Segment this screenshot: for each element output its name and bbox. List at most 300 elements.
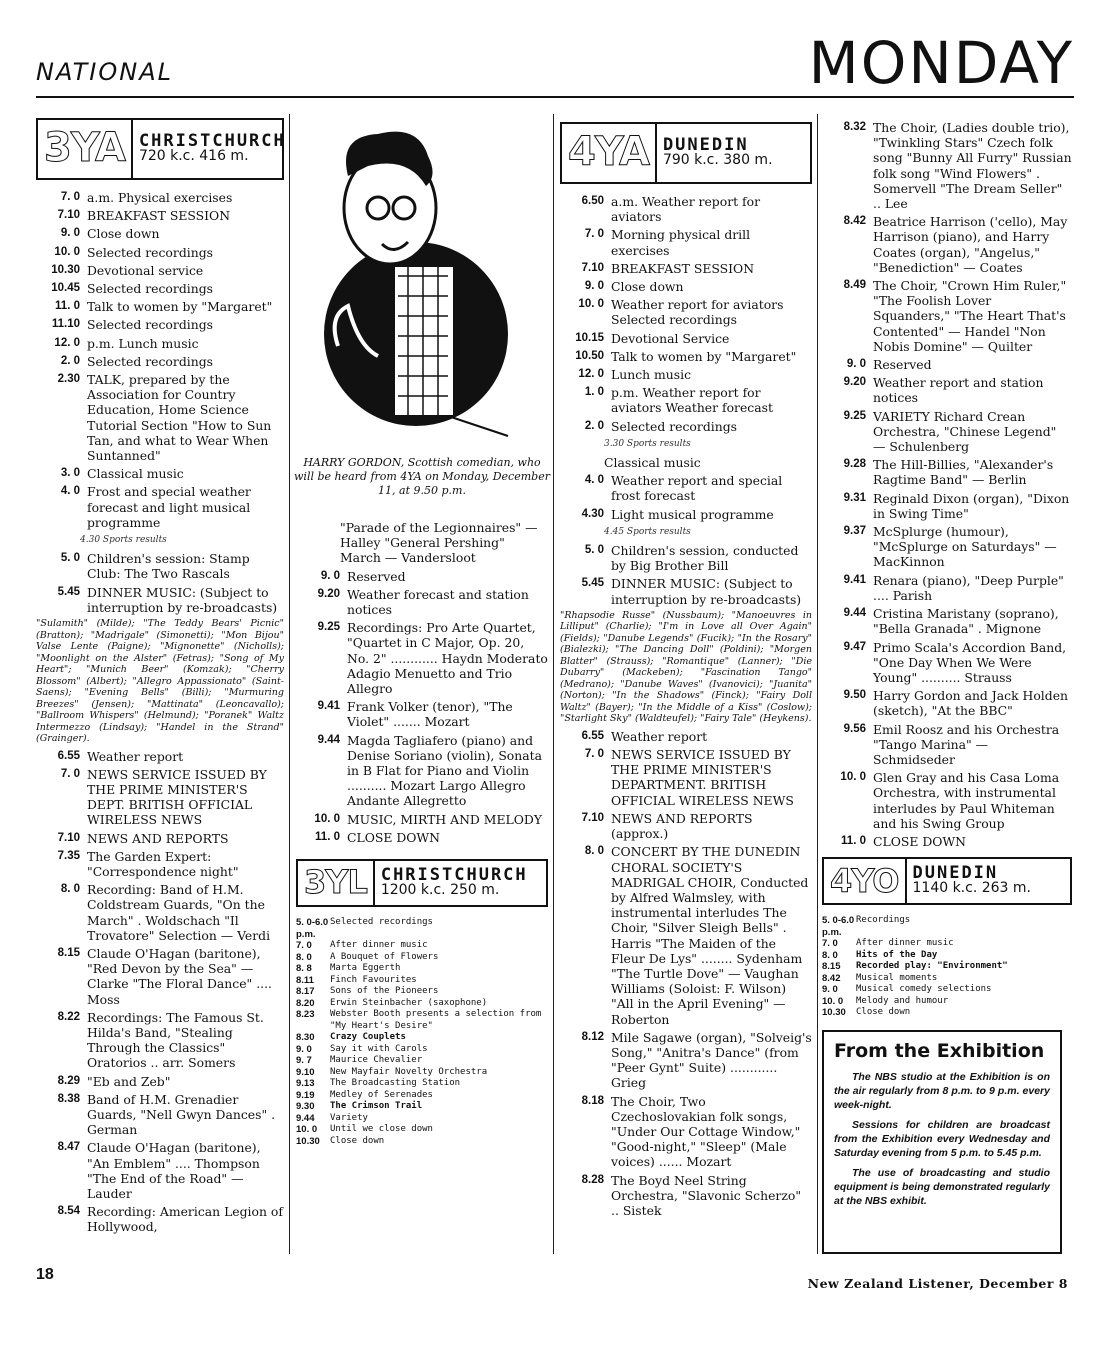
- program-time: 4.30: [581, 507, 604, 520]
- program-entry: [36, 354, 284, 369]
- program-title: Renara (piano), "Deep Purple" .... Parish: [873, 572, 1064, 603]
- program-entry: [822, 770, 1072, 831]
- program-entry: [822, 278, 1072, 354]
- 3yl-schedule: [296, 917, 548, 1147]
- program-entry: [560, 349, 812, 364]
- program-time: 8.18: [581, 1094, 604, 1107]
- program-time: 7. 0: [584, 748, 604, 761]
- station-city: DUNEDIN: [912, 862, 999, 883]
- schedule-title: Hits of the Day: [856, 949, 938, 960]
- program-title: "Eb and Zeb": [87, 1073, 171, 1089]
- program-time: 8. 0: [584, 845, 604, 858]
- program-time: 8.49: [843, 279, 866, 292]
- program-entry: [822, 524, 1072, 570]
- program-entry: [560, 1030, 812, 1091]
- publication-footer: New Zealand Listener, December 8: [807, 1276, 1068, 1291]
- program-time: 12. 0: [54, 336, 80, 349]
- program-time: 9.28: [843, 458, 866, 471]
- schedule-title: Finch Favourites: [330, 974, 417, 985]
- station-header-3ya: [36, 118, 284, 180]
- program-entry: [36, 281, 284, 296]
- program-time: 9.20: [317, 587, 340, 600]
- program-title: CLOSE DOWN: [347, 829, 441, 845]
- program-time: 9.56: [843, 722, 866, 735]
- program-title: BREAKFAST SESSION: [611, 260, 755, 276]
- schedule-time: 8. 0: [296, 951, 312, 963]
- program-entry: [36, 466, 284, 481]
- program-title: NEWS AND REPORTS (approx.): [611, 810, 753, 842]
- dinner-music-list: "Rhapsodie Russe" (Nussbaum); "Manoeuvres in Lilliput" (Charlie); "I'm in Love all Over Again" (Fields); "Danube Legends" (Fucik); "In the Rosary" (Bialezki); "The Dancing Doll" (Poldini); "Morgen Blatter" (Strauss); "Romantique" (Lanner); "Die Dubarry" (Mackeben); "Fascination Tango" (Medrano); "Danube Waves" (Ivanovici); "Juanita" (Norton); "In the Shadows" (Finck); "Fairy Doll Waltz" (Bayer); "In the Middle of a Kiss" (Coslow); "Starlight Sky" (Waldteufel); "Fairy Tale" (Heykens).: [560, 609, 812, 725]
- schedule-row: [822, 973, 1072, 985]
- program-time: 4. 0: [60, 485, 80, 498]
- program-time: 9.37: [843, 525, 866, 538]
- program-entry: [560, 576, 812, 606]
- dinner-music-list: "Sulamith" (Milde); "The Teddy Bears' Picnic" (Bratton); "Madrigale" (Simonetti); "Mon Bijou" Valse Lente (Paigne); "Mignonette" (Nicholls); "Moonlight on the Alster" (Fetras); "Song of My Heart"; "Munich Beer" (Komzak); "Cherry Blossom" (Albert); "Allegro Appassionato" (Saint-Saens); "Evening Bells" (Billi); "Murmuring Breezes" (Jensen); "Mattinata" (Leoncavallo); "Ballroom Whispers" (Helmund); "Poranek" Waltz Intermezzo (Lindsay); "Handel in the Strand" (Grainger).: [36, 618, 284, 745]
- schedule-row: [296, 952, 548, 964]
- schedule-title: Melody and humour: [856, 995, 949, 1006]
- station-frequency: 790 k.c. 380 m.: [662, 152, 773, 168]
- program-time: 8.47: [57, 1141, 80, 1154]
- program-entry: [36, 226, 284, 241]
- program-entry: [822, 491, 1072, 521]
- program-entry: [36, 245, 284, 260]
- station-frequency: 720 k.c. 416 m.: [138, 148, 249, 164]
- sports-results: 4.30 Sports results: [80, 535, 167, 546]
- program-title: Devotional service: [87, 262, 204, 278]
- program-title: Weather report and station notices: [873, 375, 1044, 406]
- program-title: Devotional Service: [611, 330, 730, 346]
- program-time: 9.25: [317, 621, 340, 634]
- sports-results: 4.45 Sports results: [604, 526, 691, 537]
- station-header-4yo: [822, 857, 1072, 905]
- program-title: a.m. Physical exercises: [87, 190, 233, 205]
- program-entry: [296, 569, 548, 584]
- program-title: Selected recordings: [611, 418, 737, 434]
- program-entry: [36, 317, 284, 332]
- program-time: 8.29: [57, 1074, 80, 1087]
- exhibition-box: [822, 1030, 1062, 1254]
- schedule-time: 8.20: [296, 997, 315, 1009]
- program-time: 8.42: [843, 215, 866, 228]
- program-entry: [822, 688, 1072, 718]
- station-city: CHRISTCHURCH: [380, 864, 528, 885]
- program-time: 2.30: [57, 373, 80, 386]
- program-entry: [560, 419, 812, 434]
- program-time: 8.22: [57, 1010, 80, 1023]
- program-title: Children's session: Stamp Club: The Two Rascals: [87, 551, 250, 582]
- program-entry: [560, 297, 812, 327]
- program-entry: [560, 385, 812, 415]
- schedule-title: New Mayfair Novelty Orchestra: [330, 1066, 488, 1077]
- program-time: 7. 0: [60, 767, 80, 780]
- program-title: Reserved: [873, 357, 932, 373]
- program-time: 10.50: [575, 349, 604, 362]
- program-title: Recordings: The Famous St. Hilda's Band, "Stealing Through the Classics" Oratorios .. arr. Somers: [87, 1009, 264, 1071]
- schedule-row: [296, 1044, 548, 1056]
- program-time: 8. 0: [60, 883, 80, 896]
- program-time: 11. 0: [315, 830, 340, 843]
- program-time: 9.31: [843, 491, 866, 504]
- schedule-time: 9. 0: [822, 984, 838, 996]
- program-continuation: "Parade of the Legionnaires" — Halley "General Pershing" March — Vandersloot: [340, 520, 538, 566]
- program-title: Recording: Band of H.M. Coldstream Guards, "On the March" . Woldschach "Il Trovatore" Selection — Verdi: [87, 882, 271, 943]
- program-title: p.m. Weather report for aviators Weather forecast: [611, 385, 773, 416]
- program-title: Children's session, conducted by Big Brother Bill: [611, 543, 799, 574]
- illustration-caption: HARRY GORDON, Scottish comedian, who will be heard from 4YA on Monday, December 11, at 9.50 p.m.: [294, 456, 550, 497]
- program-entry: [36, 551, 284, 581]
- program-time: 6.55: [581, 729, 604, 742]
- schedule-row: [296, 975, 548, 987]
- program-entry: [36, 263, 284, 278]
- program-time: 9.44: [843, 607, 866, 620]
- program-title: Emil Roosz and his Orchestra "Tango Marina" — Schmidseder: [873, 721, 1060, 767]
- program-time: 8.32: [843, 121, 866, 133]
- schedule-time: 9.19: [296, 1089, 315, 1101]
- program-title: Recording: American Legion of Hollywood,: [87, 1204, 283, 1235]
- program-title: Selected recordings: [87, 353, 213, 369]
- schedule-row: [296, 1136, 548, 1148]
- program-entry: [36, 190, 284, 205]
- program-time: 7.10: [581, 261, 604, 274]
- column-divider: [289, 114, 290, 1254]
- program-entry: [822, 640, 1072, 686]
- program-entry: [560, 367, 812, 382]
- program-entry: [36, 831, 284, 846]
- schedule-row: [296, 1067, 548, 1079]
- program-title: Primo Scala's Accordion Band, "One Day When We Were Young" .......... Strauss: [873, 639, 1067, 685]
- column-divider: [817, 114, 818, 1254]
- schedule-row: [296, 917, 548, 940]
- program-entry: [296, 812, 548, 827]
- exhibition-paragraph: The NBS studio at the Exhibition is on the air regularly from 8 p.m. to 9 p.m. every week-night.: [834, 1071, 1050, 1111]
- schedule-title: Variety: [330, 1112, 368, 1123]
- program-entry: [296, 620, 548, 696]
- schedule-title: After dinner music: [856, 938, 954, 949]
- schedule-row: [822, 1007, 1072, 1019]
- schedule-time: 8.42: [822, 972, 841, 984]
- program-time: 10.15: [575, 331, 604, 344]
- program-time: 11.10: [51, 318, 80, 331]
- schedule-row: [296, 940, 548, 952]
- caricature-illustration: [298, 116, 548, 454]
- program-time: 2. 0: [584, 419, 604, 432]
- program-time: 9.50: [843, 689, 866, 702]
- program-title: The Boyd Neel String Orchestra, "Slavonic Scherzo" .. Sistek: [611, 1172, 802, 1218]
- program-title: Glen Gray and his Casa Loma Orchestra, with instrumental interludes by Paul Whiteman and his Swing Group: [873, 770, 1060, 831]
- column-4: [822, 120, 1072, 1019]
- section-title: NATIONAL: [36, 58, 173, 86]
- program-title: Talk to women by "Margaret": [87, 299, 273, 315]
- schedule-title: Crazy Couplets: [330, 1032, 406, 1043]
- schedule-time: 9.10: [296, 1066, 315, 1078]
- program-title: The Choir, "Crown Him Ruler," "The Foolish Lover Squanders," "The Heart That's Contented" — Handel "Non Nobis Domine" — Quilter: [873, 278, 1067, 354]
- schedule-title: Medley of Serenades: [330, 1089, 433, 1100]
- schedule-time: 9.13: [296, 1078, 315, 1090]
- schedule-time: 8.17: [296, 986, 315, 998]
- program-entry: [822, 834, 1072, 849]
- program-title: BREAKFAST SESSION: [87, 208, 231, 224]
- program-time: 9.47: [843, 640, 866, 653]
- program-title: Talk to women by "Margaret": [611, 348, 797, 364]
- schedule-row: [822, 938, 1072, 950]
- exhibition-title: From the Exhibition: [834, 1040, 1045, 1062]
- program-entry: [560, 194, 812, 224]
- program-entry: [822, 457, 1072, 487]
- program-time: 7.10: [57, 831, 80, 844]
- schedule-time: 8.23: [296, 1009, 315, 1021]
- program-time: 7. 0: [60, 191, 80, 203]
- header-rule: [36, 96, 1074, 98]
- program-title: Selected recordings: [87, 281, 213, 297]
- station-call-sign: 3YL: [298, 861, 375, 905]
- station-call-sign: 4YO: [824, 859, 907, 903]
- program-entry: [36, 1140, 284, 1201]
- program-title: Frost and special weather forecast and light musical programme: [87, 484, 251, 530]
- station-frequency: 1200 k.c. 250 m.: [380, 882, 500, 899]
- program-time: 11. 0: [841, 834, 866, 847]
- program-entry: [560, 1173, 812, 1219]
- program-title: DINNER MUSIC: (Subject to interruption by re-broadcasts): [87, 584, 278, 615]
- program-entry: [36, 1010, 284, 1071]
- schedule-title: Maurice Chevalier: [330, 1055, 423, 1066]
- sports-results: 3.30 Sports results: [604, 438, 691, 449]
- program-entry: [822, 722, 1072, 768]
- schedule-row: [296, 1101, 548, 1113]
- program-time: 2. 0: [60, 354, 80, 367]
- program-time: 7. 0: [584, 228, 604, 241]
- schedule-time: 7. 0: [296, 940, 312, 952]
- program-entry: [36, 299, 284, 314]
- exhibition-paragraph: The use of broadcasting and studio equipment is being demonstrated regularly at the NBS exhibit.: [834, 1167, 1050, 1207]
- schedule-title: Until we close down: [330, 1124, 433, 1135]
- program-title: DINNER MUSIC: (Subject to interruption by re-broadcasts): [611, 576, 802, 607]
- schedule-title: Sons of the Pioneers: [330, 986, 439, 997]
- schedule-row: [296, 986, 548, 998]
- schedule-time: 5. 0-6.0 p.m.: [822, 915, 855, 938]
- program-entry: [36, 372, 284, 463]
- program-entry: [560, 811, 812, 841]
- program-time: 9.44: [317, 733, 340, 746]
- schedule-row: [296, 1032, 548, 1044]
- schedule-row: [822, 950, 1072, 962]
- program-time: 9.25: [843, 409, 866, 422]
- station-call-sign: 4YA: [562, 124, 657, 182]
- program-time: 6.55: [57, 749, 80, 762]
- program-entry: [36, 1074, 284, 1089]
- program-title: Claude O'Hagan (baritone), "Red Devon by the Sea" — Clarke "The Floral Dance" .... Moss: [87, 946, 272, 1007]
- schedule-row: [822, 996, 1072, 1008]
- program-time: 10. 0: [314, 812, 340, 825]
- program-time: 9.41: [843, 573, 866, 586]
- program-time: 10. 0: [840, 771, 866, 784]
- program-title: Weather forecast and station notices: [347, 586, 529, 618]
- station-header-4ya: [560, 122, 812, 184]
- schedule-time: 10. 0: [822, 995, 844, 1007]
- program-title: Weather report and special frost forecast: [611, 473, 783, 504]
- program-entry: [36, 585, 284, 615]
- schedule-row: [296, 1090, 548, 1102]
- 4yo-schedule: [822, 915, 1072, 1019]
- day-title: MONDAY: [808, 29, 1074, 97]
- program-entry: [822, 573, 1072, 603]
- program-entry: [36, 336, 284, 351]
- schedule-row: [822, 915, 1072, 938]
- program-title: NEWS SERVICE ISSUED BY THE PRIME MINISTER'S DEPARTMENT. BRITISH OFFICIAL WIRELESS NEWS: [611, 747, 794, 808]
- program-entry: [36, 1204, 284, 1234]
- program-time: 6.50: [581, 195, 604, 207]
- program-title: Reserved: [347, 568, 406, 584]
- schedule-title: After dinner music: [330, 940, 428, 951]
- program-time: 5. 0: [584, 544, 604, 557]
- program-entry: [296, 830, 548, 845]
- program-entry: [822, 357, 1072, 372]
- program-title: CLOSE DOWN: [873, 833, 967, 849]
- program-title: Weather report for aviators Selected recordings: [611, 297, 784, 328]
- program-title: Selected recordings: [87, 317, 213, 333]
- schedule-row: [296, 998, 548, 1010]
- program-time: 5.45: [581, 577, 604, 590]
- program-title: Mile Sagawe (organ), "Solveig's Song," "Anitra's Dance" (from "Peer Gynt" Suite) ............ Grieg: [611, 1029, 812, 1091]
- program-entry: [560, 279, 812, 294]
- program-title: NEWS AND REPORTS: [87, 830, 229, 846]
- program-title: Frank Volker (tenor), "The Violet" ....... Mozart: [347, 699, 513, 730]
- program-title: VARIETY Richard Crean Orchestra, "Chinese Legend" — Schulenberg: [873, 408, 1057, 455]
- program-entry: [822, 409, 1072, 455]
- program-entry: [296, 587, 548, 617]
- program-title: Beatrice Harrison ('cello), May Harrison (piano), and Harry Coates (organ), "Angelus," "Benediction" — Coates: [873, 214, 1068, 275]
- program-title: MUSIC, MIRTH AND MELODY: [347, 811, 543, 827]
- program-title: Band of H.M. Grenadier Guards, "Nell Gwyn Dances" . German: [87, 1091, 276, 1138]
- column-4ya: [560, 122, 812, 1221]
- schedule-time: 10.30: [296, 1135, 320, 1147]
- program-continuation: Classical music: [604, 455, 701, 471]
- schedule-title: Musical moments: [856, 972, 938, 983]
- schedule-title: The Broadcasting Station: [330, 1078, 461, 1089]
- program-entry: [560, 331, 812, 346]
- schedule-time: 9.30: [296, 1101, 315, 1113]
- program-time: 9. 0: [320, 569, 340, 582]
- program-time: 9. 0: [846, 358, 866, 371]
- station-frequency: 1140 k.c. 263 m.: [912, 880, 1031, 897]
- program-time: 10. 0: [54, 245, 80, 258]
- program-entry: [560, 507, 812, 522]
- program-entry: [822, 375, 1072, 405]
- station-city: DUNEDIN: [662, 134, 749, 155]
- program-time: 10.30: [51, 263, 80, 276]
- program-time: 10. 0: [578, 298, 604, 311]
- page-number: 18: [36, 1266, 54, 1283]
- schedule-title: Recorded play: "Environment": [856, 961, 1008, 972]
- program-entry: [36, 767, 284, 828]
- schedule-time: 9. 0: [296, 1043, 312, 1055]
- program-time: 7.10: [581, 811, 604, 824]
- program-title: CONCERT BY THE DUNEDIN CHORAL SOCIETY'S MADRIGAL CHOIR, Conducted by Alfred Walmsley, with instrumental interludes The Choir, "Silver Sleigh Bells" . Harris "The Maiden of the Fleur De Lys" ........ Sydenham "The Turtle Dove" — Vaughan Williams (Soloist: F. Wilson) "All in the April Evening" — Roberton: [611, 844, 809, 1027]
- program-title: Close down: [87, 226, 160, 242]
- schedule-title: Say it with Carols: [330, 1043, 428, 1054]
- schedule-time: 10.30: [822, 1007, 846, 1019]
- schedule-title: Webster Booth presents a selection from "My Heart's Desire": [330, 1009, 542, 1031]
- program-title: Recordings: Pro Arte Quartet, "Quartet in C Major, Op. 20, No. 2" ............ Haydn Moderato Adagio Menuetto and Trio Allegro: [347, 620, 548, 697]
- program-time: 12. 0: [578, 368, 604, 381]
- program-entry: [560, 473, 812, 503]
- schedule-time: 9.44: [296, 1112, 315, 1124]
- program-entry: [822, 214, 1072, 275]
- program-title: McSplurge (humour), "McSplurge on Saturdays" — MacKinnon: [873, 524, 1057, 570]
- program-entry: [560, 1094, 812, 1170]
- program-entry: [560, 261, 812, 276]
- program-title: Lunch music: [611, 367, 692, 383]
- program-title: p.m. Lunch music: [87, 335, 199, 351]
- program-time: 7.35: [57, 849, 80, 862]
- schedule-title: Close down: [330, 1135, 385, 1146]
- program-title: Weather report: [87, 748, 184, 764]
- program-time: 8.15: [57, 947, 80, 960]
- program-time: 5. 0: [60, 552, 80, 565]
- program-title: Selected recordings: [87, 244, 213, 260]
- program-entry: [36, 882, 284, 943]
- program-time: 9. 0: [60, 227, 80, 240]
- program-title: Weather report: [611, 728, 708, 744]
- column-2: [296, 520, 548, 1147]
- schedule-row: [296, 963, 548, 975]
- schedule-time: 8.11: [296, 974, 314, 986]
- schedule-row: [296, 1055, 548, 1067]
- column-3ya: [36, 118, 284, 1238]
- program-entry: [822, 606, 1072, 636]
- program-title: The Choir, (Ladies double trio), "Twinkling Stars" Czech folk song "Bunny All Furry" Russian folk song "Wind Flowers" . Somervell "The Dream Seller" .. Lee: [873, 120, 1072, 212]
- program-entry: [36, 484, 284, 530]
- schedule-time: 10. 0: [296, 1124, 318, 1136]
- program-entry: [560, 227, 812, 257]
- program-title: a.m. Weather report for aviators: [611, 194, 761, 225]
- schedule-title: Recordings: [856, 915, 911, 926]
- program-entry: [296, 699, 548, 729]
- program-title: Claude O'Hagan (baritone), "An Emblem" .... Thompson "The End of the Road" — Lauder: [87, 1140, 261, 1202]
- program-time: 9. 0: [584, 280, 604, 293]
- schedule-title: A Bouquet of Flowers: [330, 951, 439, 962]
- program-entry: [36, 1092, 284, 1138]
- schedule-row: [822, 961, 1072, 973]
- station-city: CHRISTCHURCH: [138, 130, 286, 151]
- schedule-time: 9. 7: [296, 1055, 312, 1067]
- program-title: Classical music: [87, 466, 184, 482]
- schedule-title: Musical comedy selections: [856, 984, 992, 995]
- station-call-sign: 3YA: [38, 120, 133, 178]
- program-title: Morning physical drill exercises: [611, 227, 751, 258]
- schedule-row: [296, 1009, 548, 1032]
- program-title: Reginald Dixon (organ), "Dixon in Swing Time": [873, 490, 1070, 521]
- program-title: NEWS SERVICE ISSUED BY THE PRIME MINISTER'S DEPT. BRITISH OFFICIAL WIRELESS NEWS: [87, 766, 267, 828]
- program-time: 8.54: [57, 1205, 80, 1218]
- program-title: TALK, prepared by the Association for Country Education, Home Science Tutorial Section "How to Sun Tan, and what to Wear When Suntanned": [87, 372, 272, 464]
- program-time: 11. 0: [55, 300, 80, 313]
- schedule-time: 8. 0: [822, 949, 838, 961]
- program-title: The Hill-Billies, "Alexander's Ragtime Band" — Berlin: [873, 457, 1054, 488]
- column-divider: [553, 114, 554, 1254]
- schedule-title: Marta Eggerth: [330, 963, 401, 974]
- program-title: The Choir, Two Czechoslovakian folk songs, "Under Our Cottage Window," "Good-night," "Sleep" (Male voices) ...... Mozart: [611, 1093, 801, 1170]
- program-time: 9.20: [843, 376, 866, 389]
- program-entry: [296, 733, 548, 809]
- exhibition-paragraph: Sessions for children are broadcast from the Exhibition every Wednesday and Saturday evening from 5 p.m. to 5.45 p.m.: [834, 1119, 1050, 1159]
- schedule-row: [296, 1124, 548, 1136]
- schedule-title: Selected recordings: [330, 917, 433, 928]
- program-time: 8.38: [57, 1092, 80, 1105]
- program-time: 10.45: [51, 282, 80, 295]
- schedule-title: The Crimson Trail: [330, 1101, 423, 1112]
- program-title: Magda Tagliafero (piano) and Denise Soriano (violin), Sonata in B Flat for Piano and Violin .......... Mozart Largo Allegro Andante Allegretto: [347, 732, 542, 809]
- schedule-time: 8.30: [296, 1032, 315, 1044]
